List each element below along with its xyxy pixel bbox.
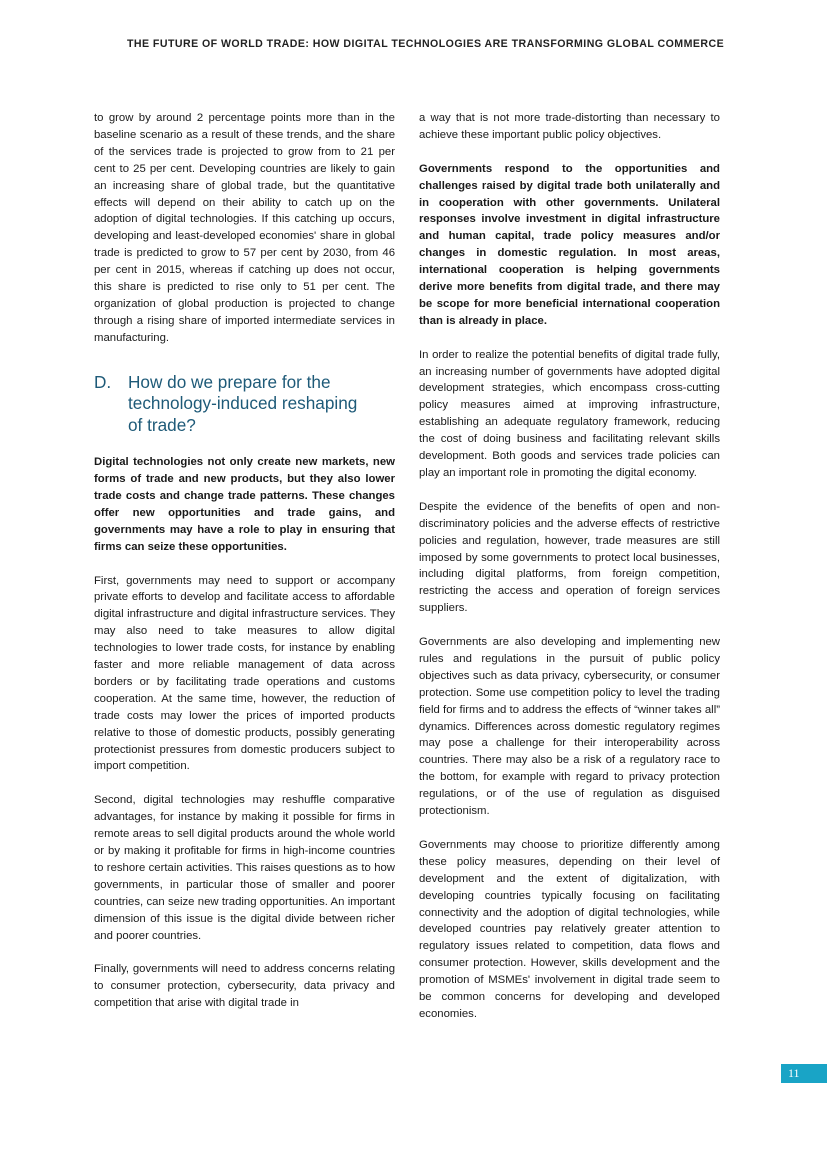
- running-header: THE FUTURE OF WORLD TRADE: HOW DIGITAL TECHNOLOGIES ARE TRANSFORMING GLOBAL COMMERCE: [127, 38, 725, 50]
- section-letter: D.: [94, 371, 112, 392]
- section-title: How do we prepare for the technology-induced reshaping of trade?: [128, 371, 358, 435]
- key-message-paragraph: Digital technologies not only create new markets, new forms of trade and new products, but they also lower trade costs and change trade patterns. These changes offer new opportunities and trade gains, and governments may have a role to play in ensuring that firms can seize these opportunities.: [94, 456, 395, 553]
- paragraph: In order to realize the potential benefits of digital trade fully, an increasing number of governments have adopted digital development strategies, which encompass cross-cutting policy measures aimed at improving infrastructure, establishing an adequate regulatory framework, reducing the cost of doing business and facilitating relevant skills development. Both goods and services trade policies can play an important role in promoting the digital economy.: [419, 348, 720, 479]
- paragraph: to grow by around 2 percentage points more than in the baseline scenario as a result of these trends, and the share of the services trade is projected to grow from to 21 per cent to 25 per cent. Developing countries are likely to gain an increasing share of global trade, but the quantitative effects will depend on their ability to catch up on the adoption of digital technologies. If this catching up occurs, developing and least-developed economies' share in global trade is predicted to grow to 57 per cent by 2030, from 46 per cent in 2015, whereas if catching up does not occur, this share is predicted to rise only to 51 per cent. The organization of global production is projected to change through a rising share of imported intermediate services in manufacturing.: [94, 112, 395, 344]
- right-column: [419, 110, 720, 1040]
- paragraph: Second, digital technologies may reshuffle comparative advantages, for instance by making it possible for firms in remote areas to sell digital products around the whole world or by making it profitable for firms in high-income countries to reshore certain activities. This raises questions as to how governments, in particular those of smaller and poorer countries, can seize new trading opportunities. An important dimension of this issue is the digital divide between richer and poorer countries.: [94, 794, 395, 942]
- paragraph: Finally, governments will need to address concerns relating to consumer protection, cybersecurity, data privacy and competition that arise with digital trade in: [94, 963, 395, 1010]
- left-column: [94, 110, 395, 1029]
- paragraph: Governments are also developing and implementing new rules and regulations in the pursuit of public policy objectives such as data privacy, cybersecurity, or consumer protection. Some use competition policy to level the trading field for firms and to address the effects of “winner takes all” dynamics. Differences across domestic regulatory regimes may pose a challenge for their interoperability across countries. There may also be a risk of a regulatory race to the bottom, for example with regard to privacy protection regulations, or of the use of regulation as disguised protectionism.: [419, 636, 720, 818]
- paragraph: a way that is not more trade-distorting than necessary to achieve these important public policy objectives.: [419, 112, 720, 141]
- paragraph: Despite the evidence of the benefits of open and non-discriminatory policies and the adverse effects of restrictive policies and regulation, however, trade measures are still imposed by some governments to protect local businesses, including digital platforms, from foreign competition, restricting the access and operation of foreign services suppliers.: [419, 500, 720, 615]
- paragraph: Governments may choose to prioritize differently among these policy measures, depending on their level of development and the extent of digitalization, with developing countries typically focusing on facilitating connectivity and the adoption of digital technologies, while developed countries pay relatively greater attention to regulatory issues related to competition, data flows and consumer protection. However, skills development and the promotion of MSMEs' involvement in digital trade seem to be common concerns for developing and developed economies.: [419, 838, 720, 1020]
- key-message-paragraph: Governments respond to the opportunities and challenges raised by digital trade both unilaterally and in cooperation with other governments. Unilateral responses involve investment in digital infrastructure and human capital, trade policy measures and/or changes in domestic regulation. In most areas, international cooperation is helping governments derive more benefits from digital trade, and there may be scope for more beneficial international cooperation than is already in place.: [419, 162, 720, 327]
- page-number: 11: [781, 1064, 827, 1083]
- section-heading: [94, 372, 395, 437]
- paragraph: First, governments may need to support or accompany private efforts to develop and facilitate access to affordable digital infrastructure and digital infrastructure services. They may also need to take measures to allow digital technologies to lower trade costs, for instance by enabling faster and more reliable management of data across borders or by facilitating trade operations and customs cooperation. At the same time, however, the reduction of trade costs may lower the prices of imported products relative to those of domestic products, possibly generating protectionist pressures from domestic producers subject to import competition.: [94, 574, 395, 773]
